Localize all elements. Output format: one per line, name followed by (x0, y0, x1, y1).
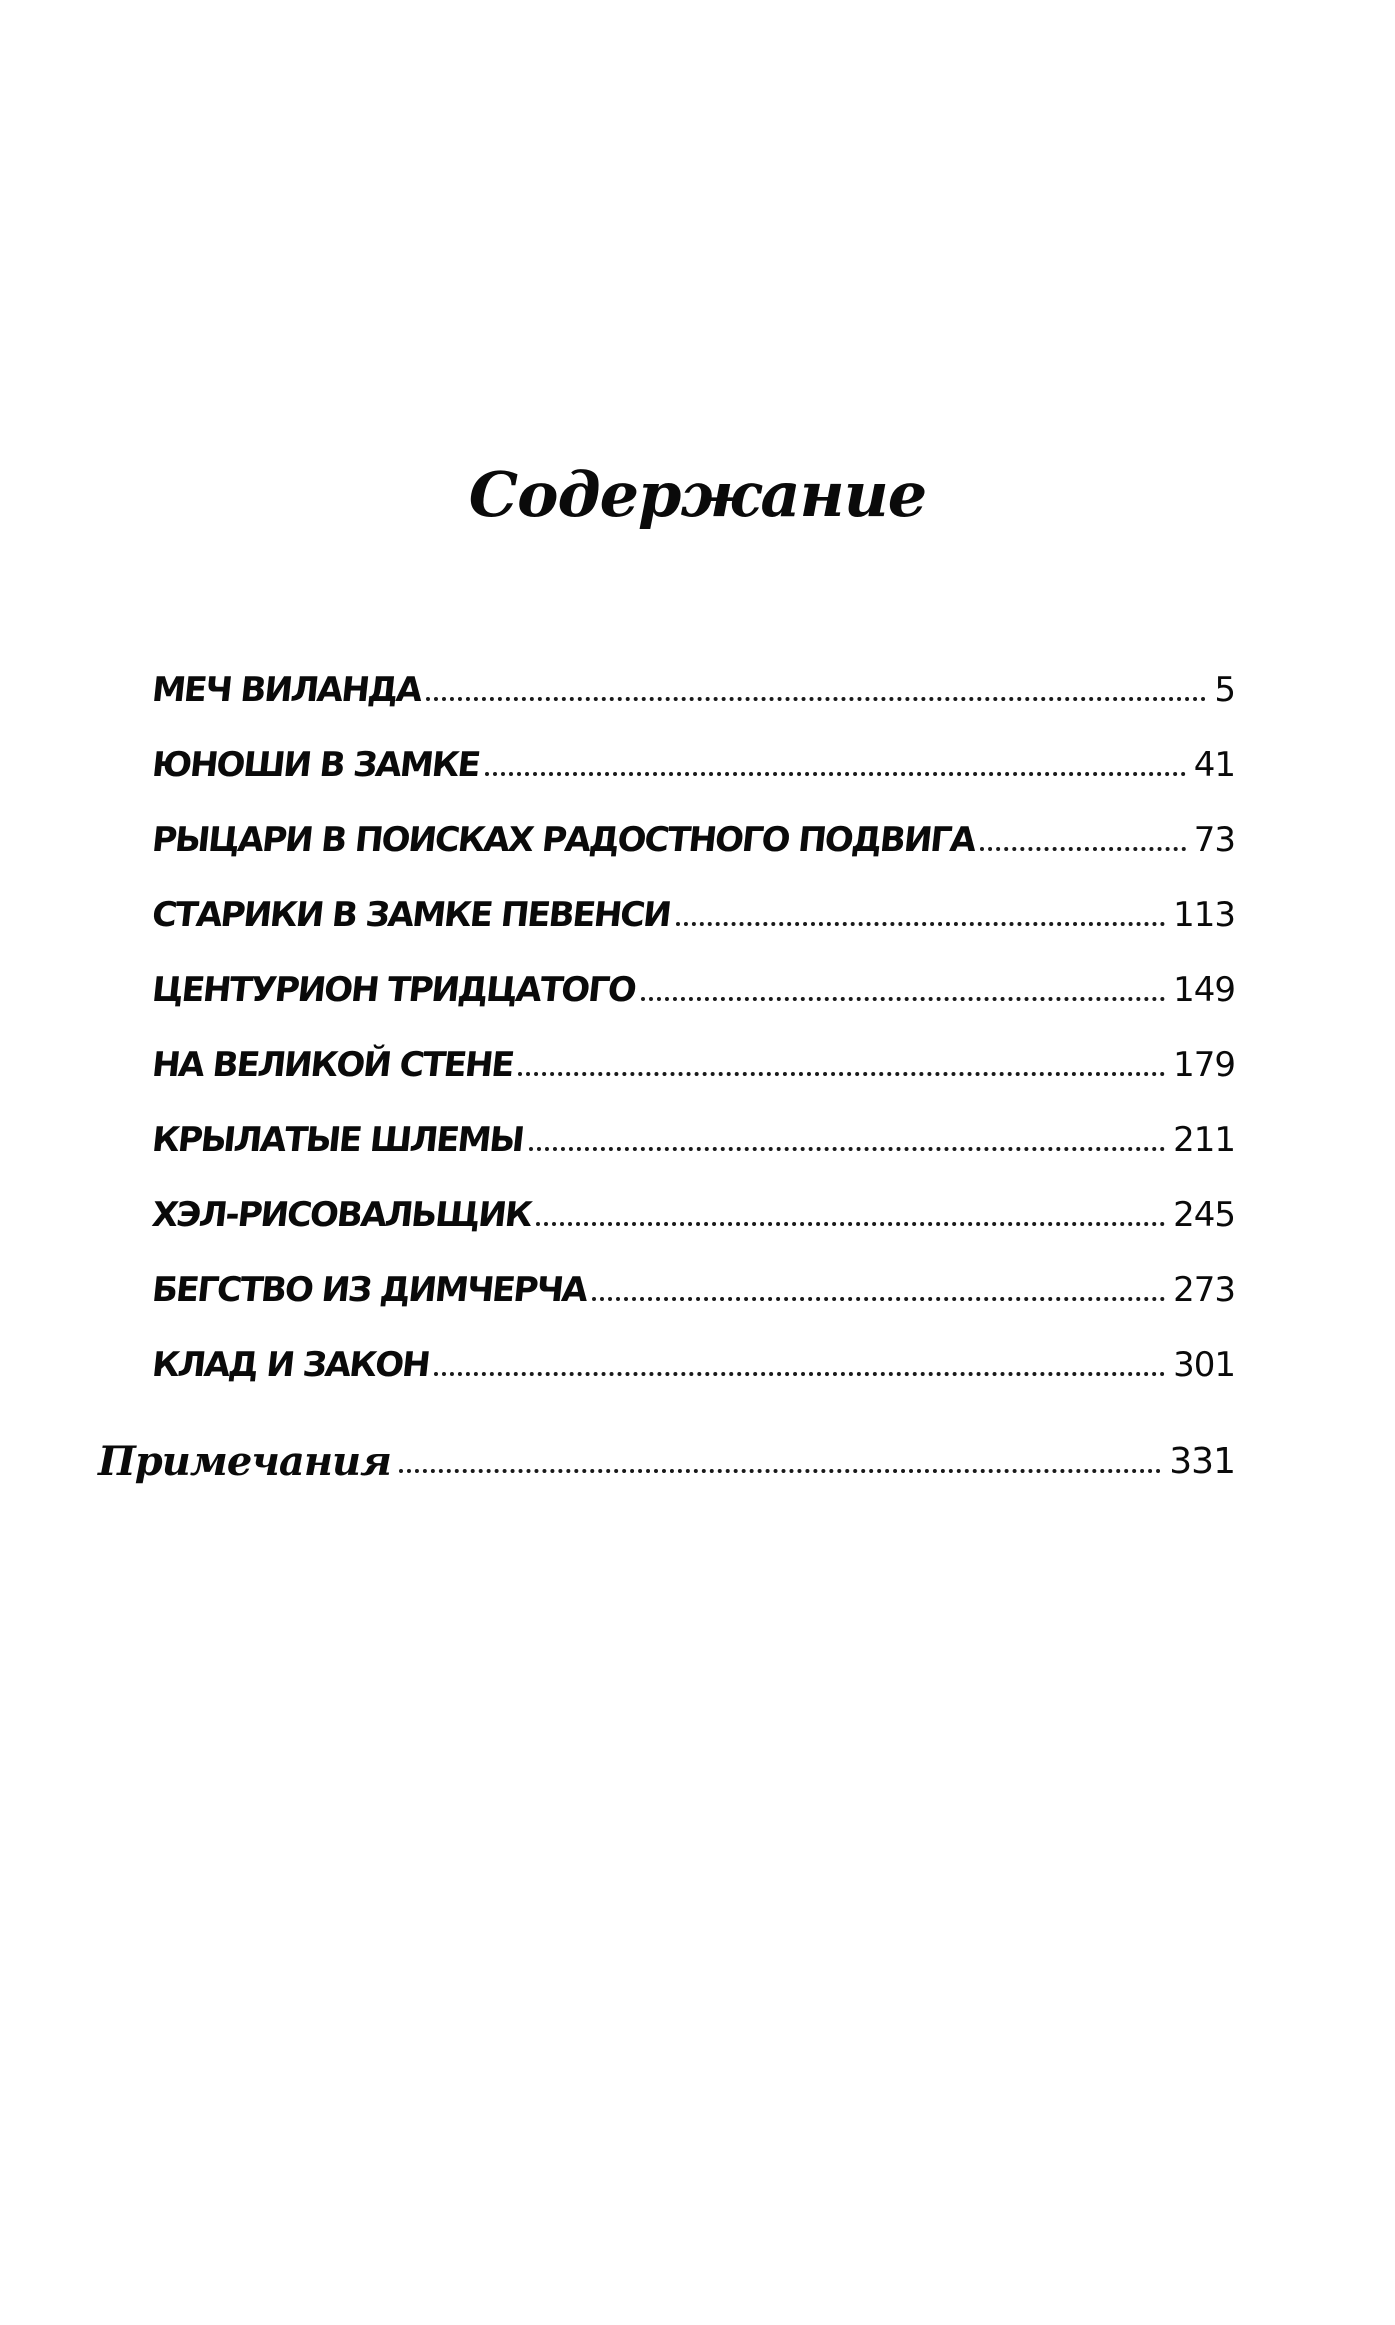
toc-entry-title: Примечания (98, 1438, 391, 1485)
toc-entry-7[interactable] (150, 1110, 1235, 1160)
dot-leader (518, 1072, 1165, 1076)
toc-entry-page: 73 (1193, 820, 1235, 860)
toc-entry-page: 41 (1193, 745, 1235, 785)
toc-entry-1[interactable] (150, 660, 1235, 710)
toc-entry-title: НА ВЕЛИКОЙ СТЕНЕ (150, 1045, 515, 1085)
toc-entry-title: СТАРИКИ В ЗАМКЕ ПЕВЕНСИ (150, 895, 672, 935)
toc-entry-title: ЦЕНТУРИОН ТРИДЦАТОГО (150, 970, 637, 1010)
dot-leader (980, 847, 1186, 851)
toc-entry-page: 211 (1173, 1120, 1235, 1160)
toc-entry-page: 273 (1173, 1270, 1235, 1310)
dot-leader (434, 1372, 1165, 1376)
toc-entry-title: МЕЧ ВИЛАНДА (150, 670, 423, 710)
toc-entry-8[interactable] (150, 1185, 1235, 1235)
toc-entry-4[interactable] (150, 885, 1235, 935)
toc-entry-6[interactable] (150, 1035, 1235, 1085)
toc-entry-5[interactable] (150, 960, 1235, 1010)
dot-leader (592, 1297, 1165, 1301)
dot-leader (485, 772, 1186, 776)
toc-entry-title: КЛАД И ЗАКОН (150, 1345, 431, 1385)
dot-leader (641, 997, 1166, 1001)
toc-entry-title: ХЭЛ-РИСОВАЛЬЩИК (150, 1195, 533, 1235)
toc-entry-title: КРЫЛАТЫЕ ШЛЕМЫ (150, 1120, 525, 1160)
toc-entry-title: БЕГСТВО ИЗ ДИМЧЕРЧА (150, 1270, 589, 1310)
toc-entry-page: 5 (1214, 670, 1235, 710)
toc-entry-10[interactable] (150, 1335, 1235, 1385)
toc-entry-page: 113 (1173, 895, 1235, 935)
toc-entry-page: 149 (1173, 970, 1235, 1010)
toc-entry-title: ЮНОШИ В ЗАМКЕ (150, 745, 481, 785)
toc-entry-page: 179 (1173, 1045, 1235, 1085)
dot-leader (676, 922, 1166, 926)
dot-leader (529, 1147, 1166, 1151)
toc-entry-2[interactable] (150, 735, 1235, 785)
dot-leader (399, 1469, 1161, 1473)
toc-entry-page: 245 (1173, 1195, 1235, 1235)
toc-entry-page: 301 (1173, 1345, 1235, 1385)
dot-leader (426, 697, 1206, 701)
toc-entry-page: 331 (1169, 1441, 1235, 1482)
page-title: Содержание (468, 458, 927, 531)
toc-entry-3[interactable] (150, 810, 1235, 860)
toc-entry-notes[interactable] (98, 1432, 1235, 1485)
dot-leader (536, 1222, 1165, 1226)
toc-entry-9[interactable] (150, 1260, 1235, 1310)
toc-entry-title: РЫЦАРИ В ПОИСКАХ РАДОСТНОГО ПОДВИГА (150, 820, 977, 860)
